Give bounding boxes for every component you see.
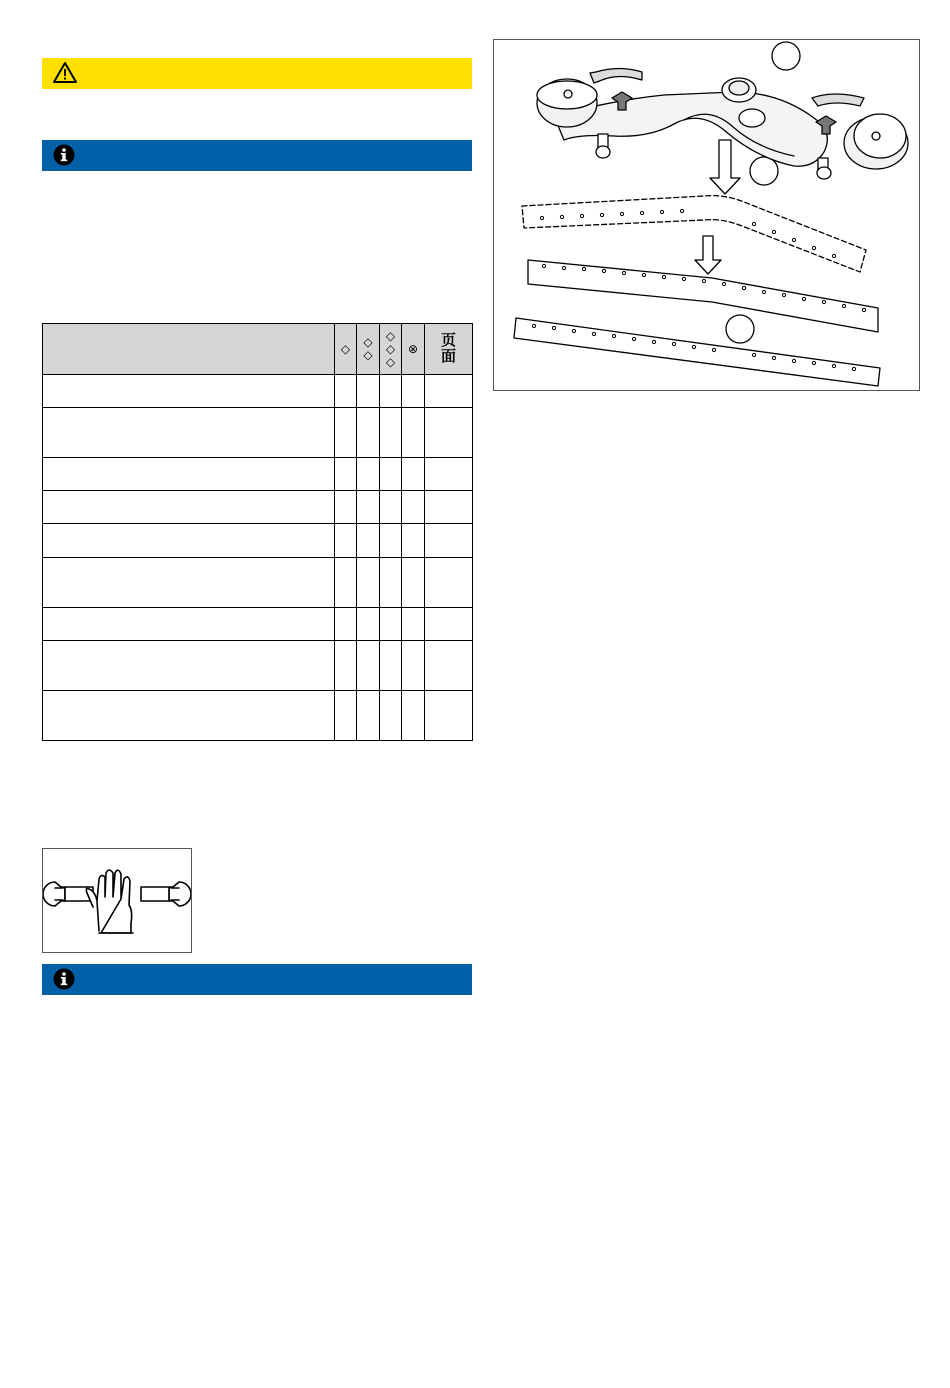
squeegee-assembly-illustration [494, 40, 919, 390]
table-row [43, 375, 473, 408]
table-row [43, 558, 473, 608]
header-symbol-daily: ◇ [335, 324, 357, 375]
header-symbol-service: ⊗ [402, 324, 425, 375]
table-row [43, 491, 473, 524]
callout-2 [750, 157, 778, 185]
header-symbol-monthly: ◇◇◇ [380, 324, 402, 375]
table-row [43, 691, 473, 741]
info-icon [52, 967, 76, 995]
header-page: 页面 [425, 324, 473, 375]
callout-3 [726, 315, 754, 343]
header-symbol-weekly: ◇◇ [357, 324, 380, 375]
info-bar [42, 140, 472, 171]
table-row [43, 458, 473, 491]
warning-bar [42, 58, 472, 89]
table-header-row [43, 324, 473, 375]
squeegee-figure [493, 39, 920, 391]
warning-triangle-icon [52, 61, 78, 89]
table-row [43, 608, 473, 641]
wrench-glove-wrench-icon [43, 849, 191, 952]
table-row [43, 641, 473, 691]
info-bar [42, 964, 472, 995]
header-description-cell [43, 324, 335, 375]
table-row [43, 408, 473, 458]
info-icon [52, 143, 76, 171]
maintenance-table [42, 323, 473, 741]
table-row [43, 524, 473, 558]
protective-gloves-panel [42, 848, 192, 953]
callout-1 [772, 42, 800, 70]
